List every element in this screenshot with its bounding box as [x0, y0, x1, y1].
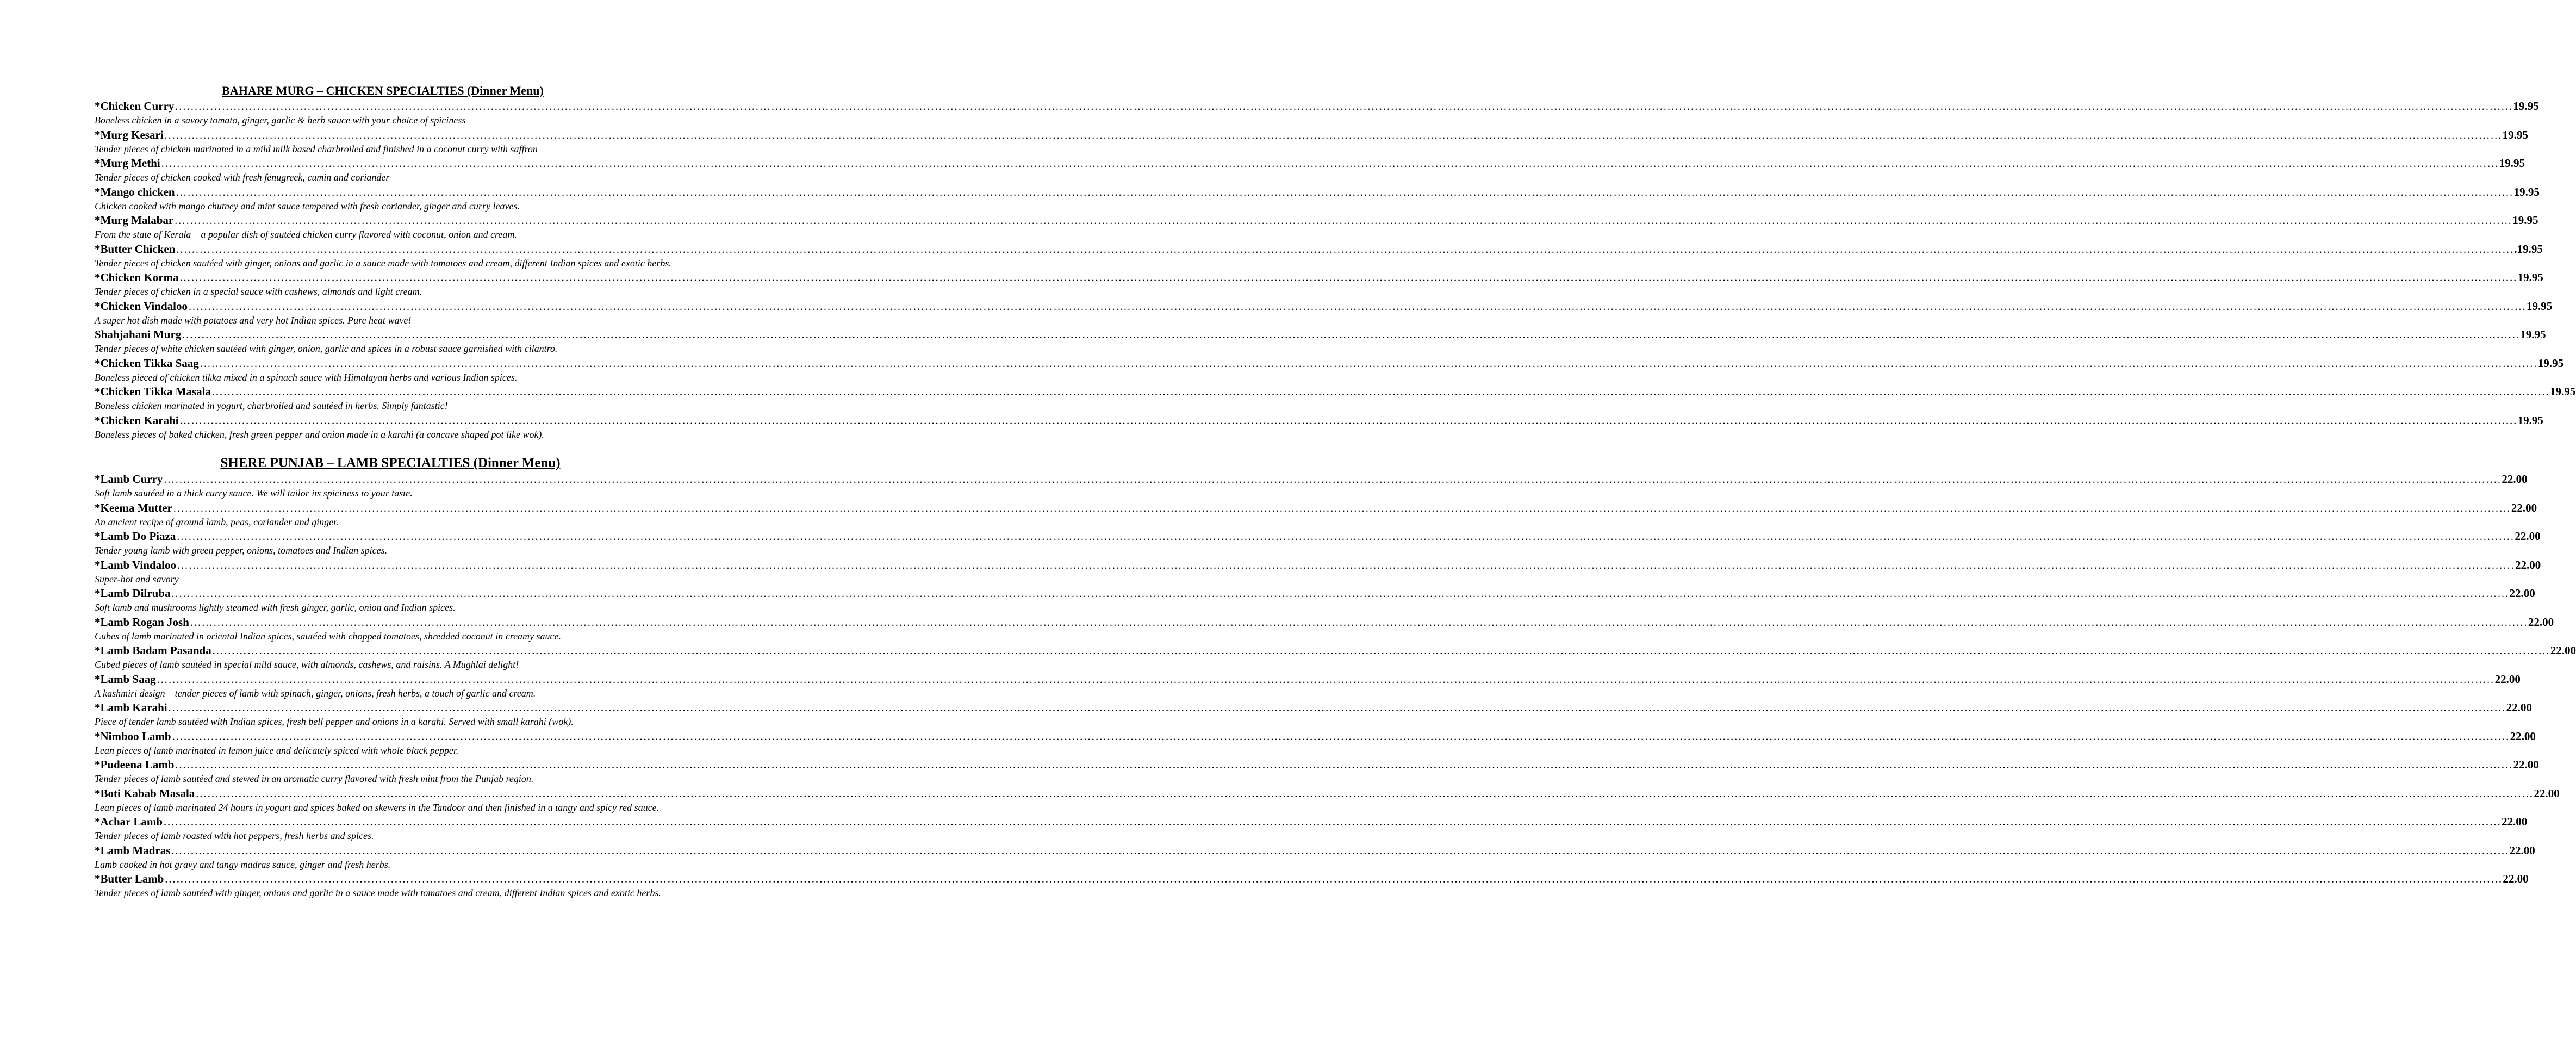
menu-item-price: 22.00 [2511, 501, 2537, 514]
menu-item-description: A super hot dish made with potatoes and very hot Indian spices. Pure heat wave! [95, 314, 412, 326]
menu-item-price: 19.95 [2513, 100, 2539, 113]
menu-item-name: *Lamb Do Piaza [95, 530, 176, 543]
menu-item-price: 22.00 [2509, 587, 2535, 600]
dot-leader: …………………………………………………………………………………………………………………………………………………………………………………………………………………………………………………………………………………………………………………………………………………………………………………………………………………………………………………………………………………………………………………………………………………… [179, 413, 2517, 427]
menu-item-name: *Murg Malabar [95, 214, 174, 227]
menu-item [95, 501, 2537, 530]
menu-item-name: *Chicken Curry [95, 100, 175, 113]
menu-item-line [95, 384, 2576, 399]
menu-item [95, 672, 2521, 701]
menu-item-description: Soft lamb sautéed in a thick curry sauce. We will tailor its spiciness to your taste. [95, 488, 413, 499]
menu-item-description: Boneless pieces of baked chicken, fresh green pepper and onion made in a karahi (a concave shaped pot like wok). [95, 428, 544, 440]
menu-item-line [95, 843, 2535, 858]
menu-item-description: Cubes of lamb marinated in oriental Indian spices, sautéed with chopped tomatoes, shredded coconut in creamy sauce. [95, 630, 562, 642]
menu-item-price: 22.00 [2503, 872, 2529, 885]
dot-leader: …………………………………………………………………………………………………………………………………………………………………………………………………………………………………………………………………………………………………………………………………………………………………………………………………………………………………………………………………………………………………………………………………………………… [176, 530, 2515, 543]
dot-leader: …………………………………………………………………………………………………………………………………………………………………………………………………………………………………………………………………………………………………………………………………………………………………………………………………………………………………………………………………………………………………………………………………………………… [156, 672, 2494, 686]
menu-item-description: Boneless chicken marinated in yogurt, charbroiled and sautéed in herbs. Simply fantastic! [95, 400, 448, 411]
menu-item-description: Tender pieces of white chicken sautéed with ginger, onion, garlic and spices in a robust sauce garnished with cilantro. [95, 343, 558, 354]
dot-leader: …………………………………………………………………………………………………………………………………………………………………………………………………………………………………………………………………………………………………………………………………………………………………………………………………………………………………………………………………………………………………………………………………………………… [175, 185, 2513, 198]
menu-item-line [95, 757, 2539, 772]
menu-item-name: *Lamb Rogan Josh [95, 615, 189, 629]
dot-leader: …………………………………………………………………………………………………………………………………………………………………………………………………………………………………………………………………………………………………………………………………………………………………………………………………………………………………………………………………………………………………………………………………………………… [175, 100, 2513, 113]
menu-item [95, 128, 2528, 157]
menu-item [95, 242, 2543, 271]
dot-leader: …………………………………………………………………………………………………………………………………………………………………………………………………………………………………………………………………………………………………………………………………………………………………………………………………………………………………………………………………………………………………………………………………………………… [171, 843, 2509, 857]
menu-item-line [95, 729, 2536, 744]
dot-leader: …………………………………………………………………………………………………………………………………………………………………………………………………………………………………………………………………………………………………………………………………………………………………………………………………………………………………………………………………………………………………………………………………………………… [174, 214, 2512, 227]
menu-item-price: 19.95 [2517, 271, 2543, 284]
dot-leader: …………………………………………………………………………………………………………………………………………………………………………………………………………………………………………………………………………………………………………………………………………………………………………………………………………………………………………………………………………………………………………………………………………………… [211, 385, 2549, 398]
menu-item-price: 22.00 [2502, 473, 2528, 486]
menu-item-description: Soft lamb and mushrooms lightly steamed with fresh ginger, garlic, onion and Indian spices. [95, 602, 456, 613]
menu-item-name: *Chicken Vindaloo [95, 299, 188, 313]
menu-item-name: *Mango chicken [95, 185, 175, 198]
menu-item-description: Super-hot and savory [95, 573, 179, 585]
menu-item-line [95, 299, 2553, 314]
menu-item-description: From the state of Kerala – a popular dish of sautéed chicken curry flavored with coconut, onion and cream. [95, 229, 517, 240]
menu-item [95, 185, 2540, 214]
dot-leader: …………………………………………………………………………………………………………………………………………………………………………………………………………………………………………………………………………………………………………………………………………………………………………………………………………………………………………………………………………………………………………………………………………………… [211, 644, 2550, 657]
dot-leader: …………………………………………………………………………………………………………………………………………………………………………………………………………………………………………………………………………………………………………………………………………………………………………………………………………………………………………………………………………………………………………………………………………………… [179, 271, 2517, 284]
dot-leader: …………………………………………………………………………………………………………………………………………………………………………………………………………………………………………………………………………………………………………………………………………………………………………………………………………………………………………………………………………………………………………………………………………………… [189, 615, 2528, 629]
menu-item [95, 729, 2536, 758]
dot-leader: …………………………………………………………………………………………………………………………………………………………………………………………………………………………………………………………………………………………………………………………………………………………………………………………………………………………………………………………………………………………………………………………………………………… [171, 587, 2509, 600]
menu-item [95, 327, 2546, 356]
menu-item-description: Piece of tender lamb sautéed with Indian spices, fresh bell pepper and onions in a karahi. Served with small karahi (wok). [95, 716, 574, 727]
menu-item-price: 19.95 [2499, 157, 2525, 170]
menu-item-name: *Murg Methi [95, 157, 160, 170]
menu-item [95, 356, 2564, 385]
chicken-items-list [95, 99, 2576, 442]
menu-item-description: Tender young lamb with green pepper, onions, tomatoes and Indian spices. [95, 545, 388, 556]
menu-item [95, 99, 2539, 128]
menu-item-price: 19.95 [2526, 299, 2553, 313]
menu-item-description: Tender pieces of lamb sautéed and stewed in an aromatic curry flavored with fresh mint from the Punjab region. [95, 773, 534, 784]
menu-item-name: *Chicken Tikka Masala [95, 385, 211, 398]
menu-item-line [95, 529, 2541, 544]
menu-item-name: *Lamb Dilruba [95, 587, 171, 600]
menu-item-price: 22.00 [2550, 644, 2576, 657]
dot-leader: …………………………………………………………………………………………………………………………………………………………………………………………………………………………………………………………………………………………………………………………………………………………………………………………………………………………………………………………………………………………………………………………………………………… [167, 701, 2506, 714]
menu-item-line [95, 815, 2528, 829]
menu-item [95, 757, 2539, 786]
menu-item-line [95, 558, 2541, 573]
menu-item [95, 270, 2543, 299]
menu-item-price: 19.95 [2520, 328, 2546, 341]
menu-item-line [95, 213, 2538, 228]
menu-item [95, 529, 2541, 558]
menu-item-line [95, 327, 2546, 342]
menu-item-description: Lamb cooked in hot gravy and tangy madras sauce, ginger and fresh herbs. [95, 859, 391, 870]
menu-item [95, 700, 2532, 729]
menu-item-description: Lean pieces of lamb marinated in lemon juice and delicately spiced with whole black pepper. [95, 744, 459, 756]
menu-item [95, 843, 2535, 872]
menu-item-description: Cubed pieces of lamb sautéed in special mild sauce, with almonds, cashews, and raisins. A Mughlai delight! [95, 659, 519, 670]
lamb-items-list [95, 472, 2576, 900]
menu-item-price: 19.95 [2549, 385, 2576, 398]
menu-item-price: 22.00 [2506, 701, 2532, 714]
menu-item-name: *Lamb Karahi [95, 701, 167, 714]
dot-leader: …………………………………………………………………………………………………………………………………………………………………………………………………………………………………………………………………………………………………………………………………………………………………………………………………………………………………………………………………………………………………………………………………………………… [163, 473, 2502, 486]
menu-item-price: 22.00 [2515, 558, 2541, 571]
dot-leader: …………………………………………………………………………………………………………………………………………………………………………………………………………………………………………………………………………………………………………………………………………………………………………………………………………………………………………………………………………………………………………………………………………………… [176, 242, 2514, 256]
menu-item-line [95, 643, 2576, 658]
menu-item-description: A kashmiri design – tender pieces of lamb with spinach, ginger, onions, fresh herbs, a touch of garlic and cream. [95, 687, 536, 699]
menu-item-name: *Butter Chicken [95, 242, 176, 256]
menu-item-price: 22.00 [2534, 786, 2560, 800]
menu-item-description: Tender pieces of chicken sautéed with ginger, onions and garlic in a sauce made with tomatoes and cream, different Indian spices and exotic herbs. [95, 257, 671, 269]
menu-item-name: *Lamb Madras [95, 843, 171, 857]
menu-item-line [95, 413, 2543, 428]
menu-item [95, 558, 2541, 587]
dot-leader: …………………………………………………………………………………………………………………………………………………………………………………………………………………………………………………………………………………………………………………………………………………………………………………………………………………………………………………………………………………………………………………………………………………… [172, 501, 2511, 514]
menu-item-name: *Keema Mutter [95, 501, 172, 514]
menu-item-line [95, 872, 2529, 886]
menu-item-line [95, 242, 2543, 257]
menu-item-price: 22.00 [2515, 530, 2541, 543]
menu-item-line [95, 672, 2521, 687]
menu-item-description: An ancient recipe of ground lamb, peas, coriander and ginger. [95, 516, 339, 527]
lamb-section-title: SHERE PUNJAB – LAMB SPECIALTIES (Dinner Menu) [220, 456, 561, 470]
dot-leader: …………………………………………………………………………………………………………………………………………………………………………………………………………………………………………………………………………………………………………………………………………………………………………………………………………………………………………………………………………………………………………………………………………………… [164, 128, 2502, 141]
menu-item-description: Boneless pieced of chicken tikka mixed in a spinach sauce with Himalayan herbs and various Indian spices. [95, 371, 518, 383]
menu-item-line [95, 700, 2532, 715]
menu-item-price: 22.00 [2513, 758, 2539, 771]
menu-item-description: Chicken cooked with mango chutney and mint sauce tempered with fresh coriander, ginger and curry leaves. [95, 200, 520, 212]
menu-item-line [95, 156, 2525, 171]
menu-item-line [95, 99, 2539, 114]
menu-item-name: *Chicken Karahi [95, 413, 179, 427]
menu-item-line [95, 472, 2528, 487]
menu-item [95, 413, 2543, 442]
menu-item-price: 19.95 [2512, 214, 2538, 227]
menu-item-line [95, 128, 2528, 142]
dot-leader: …………………………………………………………………………………………………………………………………………………………………………………………………………………………………………………………………………………………………………………………………………………………………………………………………………………………………………………………………………………………………………………………………………………… [171, 729, 2510, 743]
dot-leader: …………………………………………………………………………………………………………………………………………………………………………………………………………………………………………………………………………………………………………………………………………………………………………………………………………………………………………………………………………………………………………………………………………………… [199, 356, 2537, 370]
menu-item [95, 213, 2538, 242]
menu-item-price: 22.00 [2494, 672, 2521, 686]
menu-item-price: 22.00 [2502, 815, 2528, 828]
menu-item-name: *Lamb Curry [95, 473, 163, 486]
menu-item [95, 643, 2576, 672]
menu-item [95, 786, 2560, 815]
menu-item-description: Tender pieces of chicken cooked with fresh fenugreek, cumin and coriander [95, 172, 390, 183]
menu-item-price: .19.95 [2514, 242, 2543, 256]
menu-item-name: *Murg Kesari [95, 128, 164, 141]
menu-item [95, 384, 2576, 413]
menu-item-name: Shahjahani Murg [95, 328, 182, 341]
menu-item-name: *Nimboo Lamb [95, 729, 171, 743]
menu-item [95, 586, 2535, 615]
menu-item [95, 299, 2553, 328]
menu-item-name: *Lamb Badam Pasanda [95, 644, 211, 657]
menu-item-description: Tender pieces of chicken in a special sauce with cashews, almonds and light cream. [95, 286, 422, 297]
menu-item-price: 19.95 [2502, 128, 2528, 141]
menu-item-price: 19.95 [2513, 185, 2540, 198]
menu-item-description: Lean pieces of lamb marinated 24 hours in yogurt and spices baked on skewers in the Tandoor and then finished in a tangy and spicy red sauce. [95, 801, 659, 813]
menu-item-line [95, 185, 2540, 200]
menu-item-line [95, 501, 2537, 515]
menu-item-price: 19.95 [2537, 356, 2564, 370]
chicken-section-title: BAHARE MURG – CHICKEN SPECIALTIES (Dinner Menu) [222, 84, 544, 97]
menu-item-description: Boneless chicken in a savory tomato, ginger, garlic & herb sauce with your choice of spiciness [95, 115, 466, 126]
dot-leader: …………………………………………………………………………………………………………………………………………………………………………………………………………………………………………………………………………………………………………………………………………………………………………………………………………………………………………………………………………………………………………………………………………………… [176, 558, 2515, 571]
menu-item [95, 472, 2528, 501]
menu-item-name: *Chicken Korma [95, 271, 179, 284]
menu-item-description: Tender pieces of chicken marinated in a mild milk based charbroiled and finished in a coconut curry with saffron [95, 143, 538, 154]
dot-leader: …………………………………………………………………………………………………………………………………………………………………………………………………………………………………………………………………………………………………………………………………………………………………………………………………………………………………………………………………………………………………………………………………………………… [182, 328, 2520, 341]
menu-item-line [95, 786, 2560, 801]
menu-item [95, 615, 2554, 644]
menu-item-line [95, 615, 2554, 630]
menu-item [95, 156, 2525, 185]
menu-item-description: Tender pieces of lamb roasted with hot peppers, fresh herbs and spices. [95, 830, 374, 841]
menu-item-description: Tender pieces of lamb sautéed with ginger, onions and garlic in a sauce made with tomatoes and cream, different Indian spices and exotic herbs. [95, 887, 661, 898]
dot-leader: …………………………………………………………………………………………………………………………………………………………………………………………………………………………………………………………………………………………………………………………………………………………………………………………………………………………………………………………………………………………………………………………………………………… [160, 157, 2499, 170]
menu-item-line [95, 356, 2564, 371]
menu-item-line [95, 270, 2543, 285]
menu-item [95, 815, 2528, 843]
dot-leader: …………………………………………………………………………………………………………………………………………………………………………………………………………………………………………………………………………………………………………………………………………………………………………………………………………………………………………………………………………………………………………………………………………………… [164, 872, 2503, 885]
menu-item-name: *Pudeena Lamb [95, 758, 175, 771]
menu-item-price: 19.95 [2517, 413, 2543, 427]
menu-item-name: *Boti Kabab Masala [95, 786, 195, 800]
menu-item-name: *Achar Lamb [95, 815, 163, 828]
menu-item [95, 872, 2529, 900]
dot-leader: …………………………………………………………………………………………………………………………………………………………………………………………………………………………………………………………………………………………………………………………………………………………………………………………………………………………………………………………………………………………………………………………………………………… [188, 299, 2526, 313]
menu-item-price: 22.00 [2510, 729, 2536, 743]
menu-item-price: 22.00 [2509, 843, 2535, 857]
menu-item-name: *Chicken Tikka Saag [95, 356, 199, 370]
dot-leader: …………………………………………………………………………………………………………………………………………………………………………………………………………………………………………………………………………………………………………………………………………………………………………………………………………………………………………………………………………………………………………………………………………………… [175, 758, 2513, 771]
dot-leader: …………………………………………………………………………………………………………………………………………………………………………………………………………………………………………………………………………………………………………………………………………………………………………………………………………………………………………………………………………………………………………………………………………………… [195, 786, 2534, 800]
menu-page [95, 83, 2576, 900]
menu-item-name: *Butter Lamb [95, 872, 164, 885]
menu-item-name: *Lamb Vindaloo [95, 558, 176, 571]
menu-item-price: 22.00 [2528, 615, 2554, 629]
menu-item-name: *Lamb Saag [95, 672, 156, 686]
menu-item-line [95, 586, 2535, 601]
dot-leader: …………………………………………………………………………………………………………………………………………………………………………………………………………………………………………………………………………………………………………………………………………………………………………………………………………………………………………………………………………………………………………………………………………………… [163, 815, 2502, 828]
